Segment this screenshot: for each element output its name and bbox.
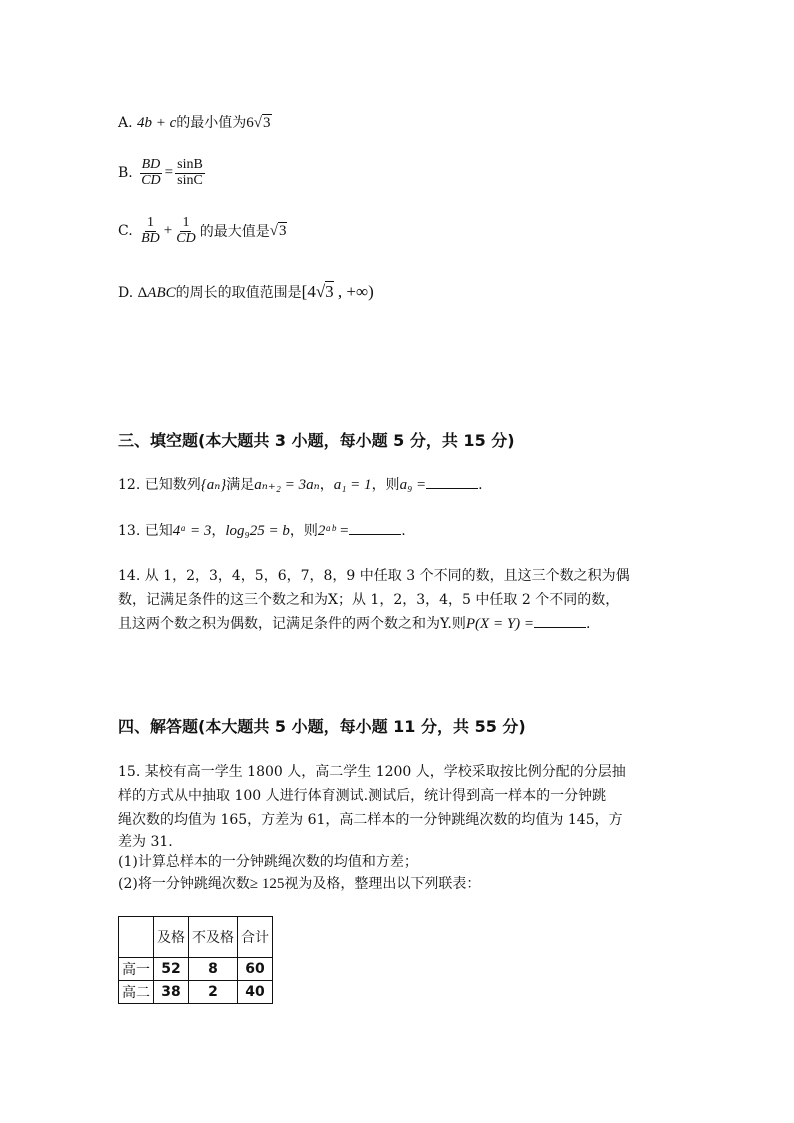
option-c-frac2: $\frac{1}{CD}$ (176, 215, 196, 246)
option-b-rhs: $\frac{\sin B}{\sin C}$ (177, 157, 203, 188)
section-3-title: 三、填空题(本大题共 3 小题，每小题 5 分，共 15 分) (118, 431, 515, 450)
section-4-title: 四、解答题(本大题共 5 小题，每小题 11 分，共 55 分) (118, 717, 526, 736)
q12-tail: . (478, 477, 483, 493)
table-header-cell: 及格 (154, 917, 189, 958)
q13-tail: . (401, 523, 406, 539)
question-15 (118, 760, 678, 896)
q13-target: 2ᵃᵇ = (317, 523, 350, 539)
table-header-row (119, 917, 273, 958)
q15-line-6: (2)将一分钟跳绳次数≥ 125视为及格，整理出以下列联表： (118, 876, 481, 892)
option-c-plus: + (163, 222, 173, 239)
option-b-eq: = (164, 164, 174, 181)
option-b (118, 158, 207, 188)
option-d (118, 282, 374, 302)
q14-expression: P(X = Y) = (465, 616, 535, 632)
table-row-label: 高一 (119, 958, 154, 981)
option-a-text: 的最小值为 (176, 115, 247, 131)
option-d-text: 的周长的取值范围是 (175, 285, 302, 301)
question-12 (118, 474, 483, 494)
option-d-delta: Δ (137, 285, 148, 301)
table-header-cell (119, 917, 154, 958)
q13-answer-blank[interactable] (349, 520, 401, 535)
q14-line-2: 数，记满足条件的这三个数之和为X；从 1，2，3，4，5 中任取 2 个不同的数， (118, 592, 620, 608)
q14-line-1: 14. 从 1，2，3，4，5，6，7，8，9 中任取 3 个不同的数，且这三个数之积为偶 (118, 568, 630, 584)
table-row (119, 981, 273, 1004)
q13-end: ，则 (289, 523, 318, 539)
q15-line-4: 差为 31. (118, 834, 173, 850)
table-header-cell: 合计 (238, 917, 273, 958)
option-b-lhs: $\frac{BD}{CD}$ (141, 157, 161, 188)
option-a-label: A. (118, 115, 133, 131)
option-b-label: B. (118, 165, 133, 182)
q12-target: a₉ = (399, 477, 427, 493)
option-d-range: [4√3 , +∞) (301, 282, 374, 301)
q14-answer-blank[interactable] (534, 613, 586, 628)
table-header-cell: 不及格 (189, 917, 238, 958)
table-cell: 2 (189, 981, 238, 1004)
q13-sep: ， (211, 523, 226, 539)
option-c-label: C. (118, 223, 133, 240)
option-a (118, 112, 272, 132)
option-c-frac1: $\frac{1}{BD}$ (141, 215, 160, 246)
table-cell: 40 (238, 981, 273, 1004)
table-cell: 52 (154, 958, 189, 981)
table-row (119, 958, 273, 981)
question-13 (118, 520, 406, 540)
q15-line-2: 样的方式从中抽取 100 人进行体育测试.测试后，统计得到高一样本的一分钟跳 (118, 788, 607, 804)
q15-line-3: 绳次数的均值为 165，方差为 61，高二样本的一分钟跳绳次数的均值为 145，方 (118, 812, 623, 828)
q13-prefix: 13. 已知 (118, 523, 173, 539)
q12-recurrence: aₙ₊₂ = 3aₙ (254, 477, 320, 493)
q12-answer-blank[interactable] (426, 474, 478, 489)
option-d-label: D. (118, 285, 134, 301)
q12-initial: a₁ = 1 (333, 477, 372, 493)
option-c-text: 的最大值是 (199, 224, 270, 241)
option-c-value: √3 (269, 222, 287, 239)
q14-line-3: 且这两个数之积为偶数，记满足条件的两个数之和为Y.则P(X = Y) = . (118, 612, 678, 636)
q12-sep: ， (319, 477, 334, 493)
q12-prefix: 12. 已知数列 (118, 477, 201, 493)
q13-condition-1: 4ᵃ = 3 (172, 523, 212, 539)
q13-condition-2: log₉25 = b (225, 523, 290, 539)
option-d-triangle: ABC (147, 285, 176, 301)
q15-threshold: ≥ 125 (249, 876, 285, 892)
table-cell: 38 (154, 981, 189, 1004)
question-14 (118, 564, 678, 636)
option-a-value: 6√3 (246, 115, 271, 131)
contingency-table (118, 916, 273, 1004)
table-cell: 60 (238, 958, 273, 981)
q15-line-1: 15. 某校有高一学生 1800 人，高二学生 1200 人，学校采取按比例分配的分层抽 (118, 764, 626, 780)
table-row-label: 高二 (119, 981, 154, 1004)
q12-mid: 满足 (226, 477, 255, 493)
q12-end: ，则 (371, 477, 400, 493)
option-a-expr: 4b + c (137, 115, 177, 131)
q12-sequence: {aₙ} (200, 477, 227, 493)
q15-line-5: (1)计算总样本的一分钟跳绳次数的均值和方差； (118, 854, 418, 870)
option-c (118, 216, 287, 246)
table-cell: 8 (189, 958, 238, 981)
